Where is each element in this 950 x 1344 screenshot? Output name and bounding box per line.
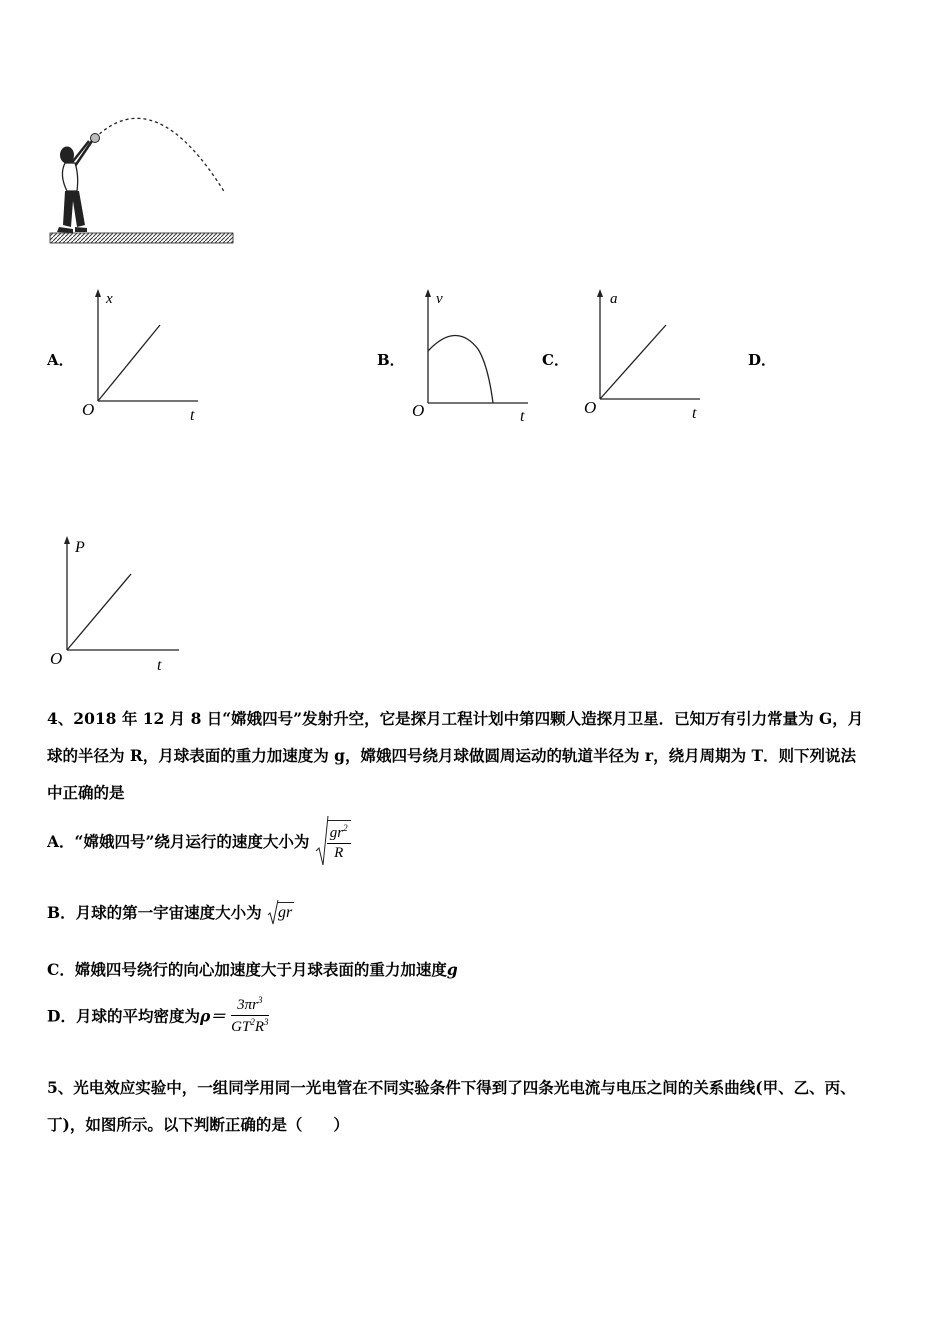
q4-option-d-rho: ρ＝ [199,1006,226,1026]
q4-option-b-text: B．月球的第一宇宙速度大小为 [47,903,262,922]
q4-d-den-sup2: 3 [264,1017,269,1027]
thrower-figure [45,105,240,250]
q3-option-c-graph [580,285,710,425]
q3-option-a-label[interactable]: A． [47,351,74,369]
q4-d-den-b: R [254,1019,265,1035]
q4-d-num: 3πr [237,997,259,1013]
q4-option-b-formula [267,899,294,925]
q4-option-c-var: g [446,960,458,979]
q3-option-a-graph [78,285,208,425]
q3-a-yaxis-label: x [106,291,113,307]
q5-stem-line-1: 5、光电效应实验中，一组同学用同一光电管在不同实验条件下得到了四条光电流与电压之间的关系曲线(甲、乙、丙、 [47,1078,856,1097]
q3-b-xaxis-label: t [520,408,525,425]
trajectory-curve [95,118,225,193]
q4-option-c[interactable] [47,958,458,980]
q3-d-xaxis-label: t [157,657,162,674]
q3-d-origin-label: O [50,649,63,668]
q3-a-origin-label: O [82,400,95,419]
q3-b-yaxis-label: v [436,291,443,307]
q3-option-b-graph [408,285,538,425]
q4-stem-line-1: 4、2018 年 12 月 8 日“嫦娥四号”发射升空，它是探月工程计划中第四颗人造探月卫星．已知万有引力常量为 G，月 [47,709,864,728]
q4-a-num: gr [329,825,344,841]
q4-stem-line-3: 中正确的是 [47,783,125,802]
q4-option-d-formula [231,995,268,1036]
q3-option-b-label[interactable]: B． [377,351,405,369]
q4-d-num-sup: 3 [258,995,263,1005]
q4-b-rad: gr [278,904,293,921]
q4-a-num-sup: 2 [343,823,348,833]
q3-c-yaxis-label: a [610,291,618,307]
q4-option-c-text: C．嫦娥四号绕行的向心加速度大于月球表面的重力加速度 [47,960,447,979]
q3-option-d-graph [47,532,187,674]
q4-option-a[interactable] [47,815,351,867]
person-icon [57,141,92,233]
q4-d-den-sup1: 2 [250,1017,255,1027]
q4-option-b[interactable] [47,899,294,925]
q4-d-den-a: GT [231,1019,251,1035]
q3-c-xaxis-label: t [692,405,697,422]
q4-option-a-formula [315,815,351,867]
q5-stem-line-2: 丁)，如图所示。以下判断正确的是（ ） [47,1115,349,1134]
q3-option-d-label[interactable]: D． [748,351,777,369]
q4-a-den: R [334,845,344,861]
q3-d-yaxis-label: P [75,539,85,556]
q3-a-xaxis-label: t [190,407,195,424]
q3-c-origin-label: O [584,398,597,417]
q3-b-origin-label: O [412,401,425,420]
q4-option-d[interactable] [47,995,269,1036]
ground [50,233,233,243]
q4-stem-line-2: 球的半径为 R，月球表面的重力加速度为 g，嫦娥四号绕月球做圆周运动的轨道半径为 r，绕月周期为 T．则下列说法 [47,746,857,765]
q4-option-d-text: D．月球的平均密度为 [47,1006,200,1026]
q3-option-c-label[interactable]: C． [542,351,569,369]
q4-option-a-text: A．“嫦娥四号”绕月运行的速度大小为 [47,832,310,851]
